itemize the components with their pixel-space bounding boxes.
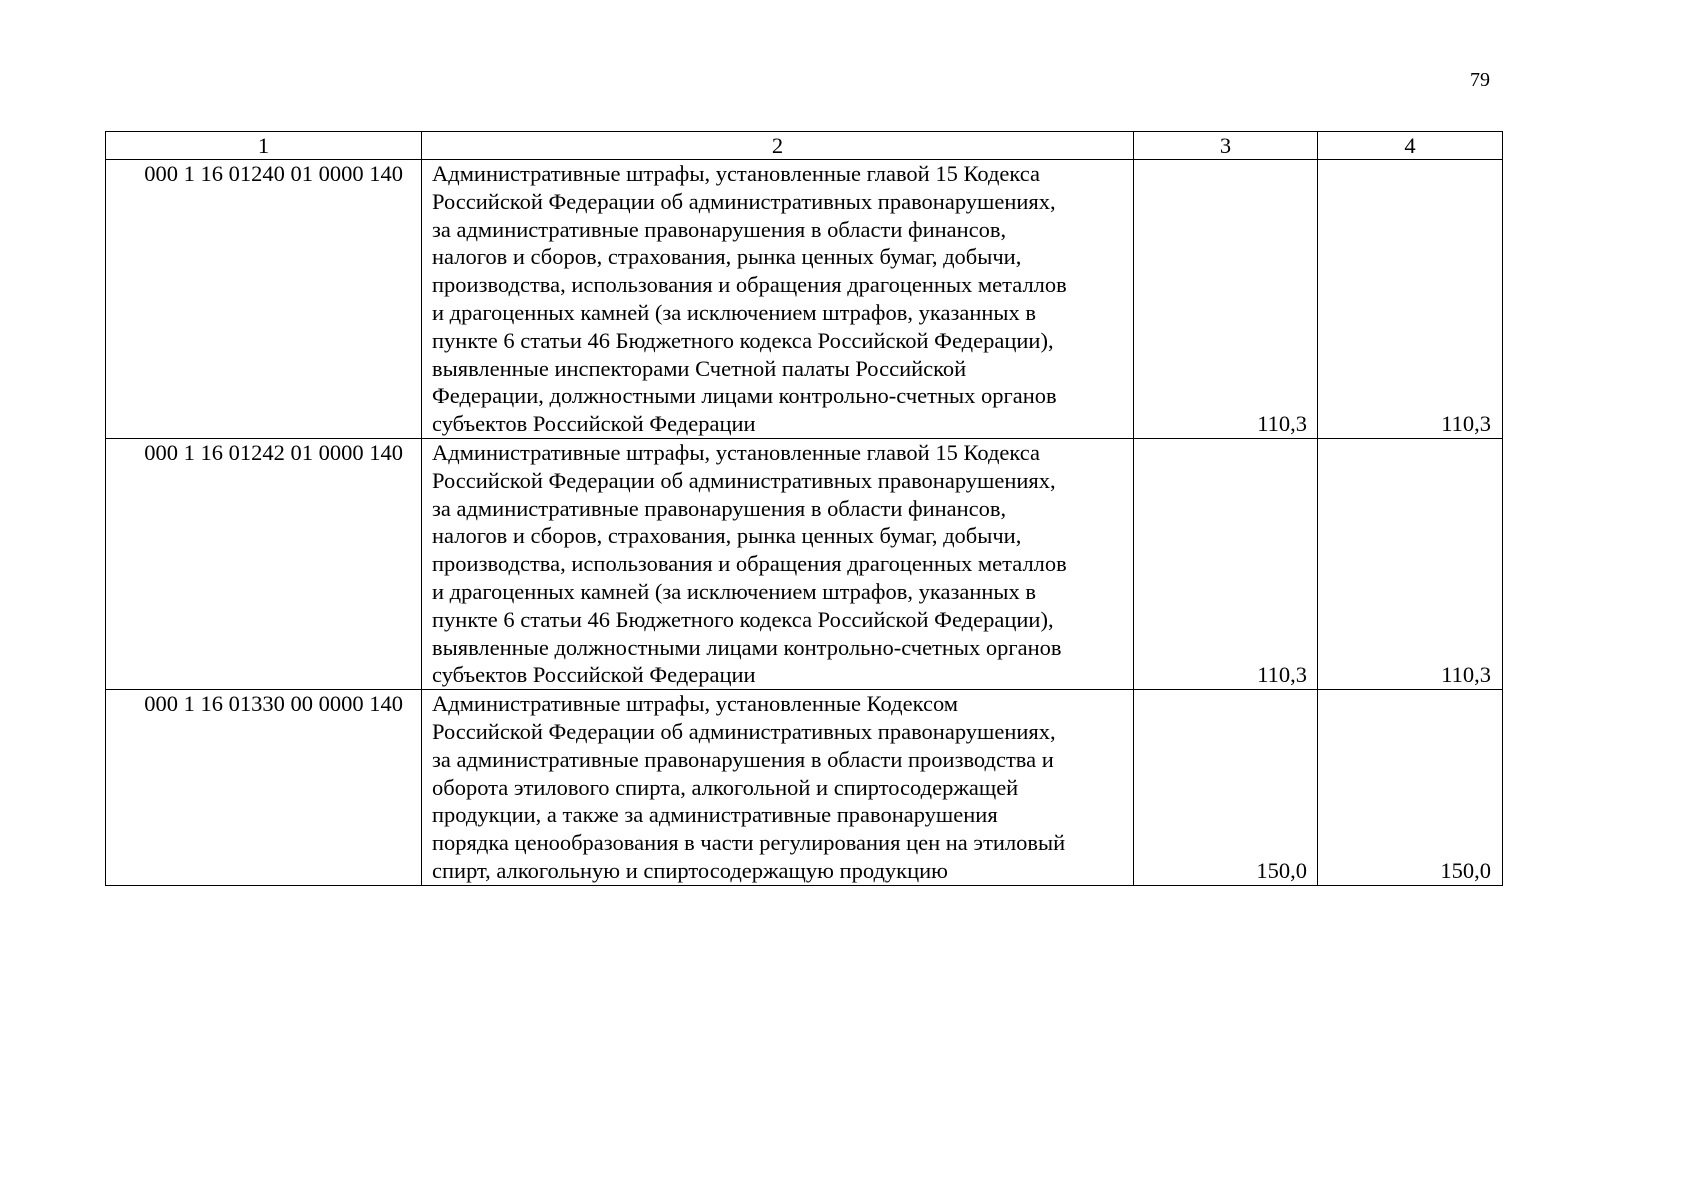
description-line: Российской Федерации об административных правонарушениях, — [432, 188, 1056, 214]
column-header-2: 2 — [422, 132, 1134, 160]
description-line: пункте 6 статьи 46 Бюджетного кодекса Российской Федерации), — [432, 327, 1054, 353]
description-line: и драгоценных камней (за исключением штрафов, указанных в — [432, 578, 1037, 604]
description-line: за административные правонарушения в области финансов, — [432, 495, 1007, 521]
description-line: налогов и сборов, страхования, рынка ценных бумаг, добычи, — [432, 523, 1022, 549]
description-line: порядка ценообразования в части регулирования цен на этиловый — [432, 830, 1066, 856]
revenue-description — [422, 690, 1134, 886]
table-row — [106, 690, 1503, 886]
description-line: выявленные инспекторами Счетной палаты Российской — [432, 355, 967, 381]
classification-code: 000 1 16 01330 00 0000 140 — [106, 690, 422, 886]
revenue-description — [422, 160, 1134, 439]
description-line: Административные штрафы, установленные Кодексом — [432, 691, 959, 717]
description-line: Российской Федерации об административных правонарушениях, — [432, 718, 1056, 744]
column-header-1: 1 — [106, 132, 422, 160]
table-row — [106, 160, 1503, 439]
amount-column-4: 150,0 — [1318, 690, 1503, 886]
description-line: за административные правонарушения в области финансов, — [432, 216, 1007, 242]
description-line: субъектов Российской Федерации — [432, 411, 756, 437]
description-line: производства, использования и обращения драгоценных металлов — [432, 272, 1067, 298]
classification-code: 000 1 16 01240 01 0000 140 — [106, 160, 422, 439]
description-line: Административные штрафы, установленные главой 15 Кодекса — [432, 161, 1041, 186]
description-line: спирт, алкогольную и спиртосодержащую продукцию — [432, 857, 948, 883]
column-header-3: 3 — [1134, 132, 1318, 160]
description-line: пункте 6 статьи 46 Бюджетного кодекса Российской Федерации), — [432, 606, 1054, 632]
description-line: Федерации, должностными лицами контрольно-счетных органов — [432, 383, 1057, 409]
description-line: производства, использования и обращения драгоценных металлов — [432, 551, 1067, 577]
column-header-4: 4 — [1318, 132, 1503, 160]
amount-column-4: 110,3 — [1318, 438, 1503, 689]
table-header-row — [106, 132, 1503, 160]
classification-code: 000 1 16 01242 01 0000 140 — [106, 438, 422, 689]
description-line: оборота этилового спирта, алкогольной и спиртосодержащей — [432, 774, 1019, 800]
description-line: выявленные должностными лицами контрольно-счетных органов — [432, 634, 1062, 660]
description-line: и драгоценных камней (за исключением штрафов, указанных в — [432, 299, 1037, 325]
description-line: Административные штрафы, установленные главой 15 Кодекса — [432, 439, 1041, 465]
amount-column-3: 110,3 — [1134, 160, 1318, 439]
description-line: налогов и сборов, страхования, рынка ценных бумаг, добычи, — [432, 244, 1022, 270]
page-number: 79 — [1470, 69, 1490, 91]
amount-column-3: 150,0 — [1134, 690, 1318, 886]
amount-column-4: 110,3 — [1318, 160, 1503, 439]
table-row — [106, 438, 1503, 689]
description-line: продукции, а также за административные правонарушения — [432, 802, 998, 828]
revenue-description — [422, 438, 1134, 689]
amount-column-3: 110,3 — [1134, 438, 1318, 689]
description-line: Российской Федерации об административных правонарушениях, — [432, 467, 1056, 493]
description-line: субъектов Российской Федерации — [432, 662, 756, 688]
budget-table — [105, 131, 1503, 886]
description-line: за административные правонарушения в области производства и — [432, 746, 1054, 772]
